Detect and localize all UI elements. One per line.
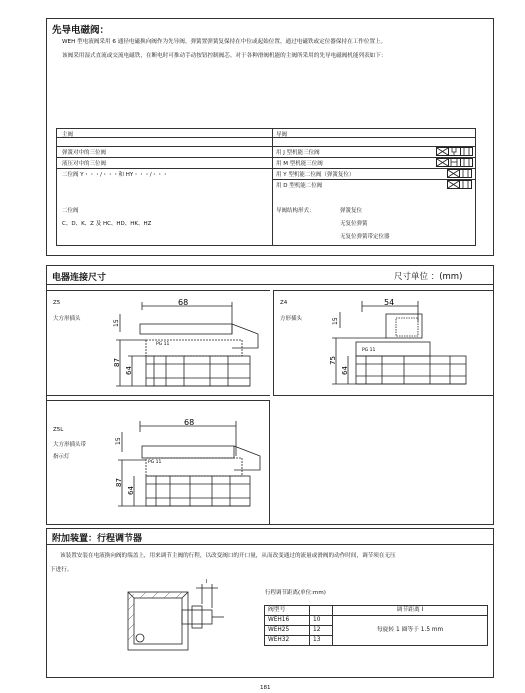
pilot-para-1: WEH 型电液阀采用 6 通径电磁换向阀作为先导阀。弹簧置弹簧复保持在中位或起始位置，通过电磁铁或定位器保持在工作位置上。 [62, 39, 387, 45]
z4-drawing [326, 298, 476, 390]
pilot-para-2: 该阀采用湿式直流或交流电磁铁，在断电时可推动手动按钮控制阀芯。对于各种滑阀机能的主阀所采用的先导电磁阀机能列表如下： [62, 53, 387, 59]
row-pilot: 用 Y 型机能二位阀（弹簧复位） [276, 172, 355, 178]
table-line [56, 168, 476, 169]
table-header-pilot: 导阀 [276, 132, 288, 138]
row-main: 弹簧对中的三位阀 [62, 150, 107, 156]
adjust-model: WEH32 [265, 636, 310, 646]
structure-label: 导阀结构形式： [276, 208, 315, 214]
table-line [272, 179, 476, 180]
page-number: 181 [260, 685, 271, 691]
valve-symbol-d [447, 180, 473, 189]
row-pilot: 用 M 型机能三位阀 [276, 161, 323, 167]
row-pilot: 用 J 型机能三位阀 [276, 150, 320, 156]
dim-label-i: I [206, 579, 208, 585]
svg-text:64: 64 [341, 366, 349, 375]
panel-desc: 大方形插头带 [53, 442, 87, 448]
svg-text:87: 87 [115, 478, 123, 487]
accessory-title: 附加装置：行程调节器 [52, 534, 143, 544]
adjust-table-caption: 行程调节距离(单位:mm) [265, 590, 326, 596]
structure-item: 无复位弹簧带定位器 [340, 234, 390, 240]
accessory-section [46, 528, 494, 678]
table-header-main: 主阀 [62, 132, 74, 138]
accessory-header-line [46, 544, 494, 545]
structure-item: 无复位弹簧 [340, 221, 368, 227]
row-main: 液压对中的三位阀 [62, 161, 107, 167]
svg-text:PG 11: PG 11 [362, 348, 376, 353]
valve-symbol-y [447, 169, 473, 178]
electrical-unit: 尺寸单位 ：(mm) [394, 272, 463, 282]
row-main: 二位阀 Y・・・/・・・和 HY・・・/・・・ [62, 172, 169, 178]
adjust-table [264, 605, 488, 646]
adjust-header-model: 阀型号 [265, 606, 310, 616]
adjust-value: 10 [310, 616, 333, 626]
adjust-header-blank [310, 606, 333, 616]
adjust-note: 每旋转 1 圈等于 1.5 mm [333, 616, 488, 646]
svg-text:75: 75 [329, 356, 337, 365]
dim-width: 68 [178, 298, 189, 307]
svg-text:15: 15 [115, 437, 122, 445]
table-line [56, 157, 476, 158]
svg-text:68: 68 [184, 418, 195, 427]
panel-code: Z4 [280, 300, 288, 306]
electrical-header-line [46, 284, 494, 285]
valve-symbol-j [436, 147, 474, 156]
stroke-adjuster-drawing [120, 580, 230, 660]
svg-text:87: 87 [113, 358, 121, 367]
structure-item: 弹簧复位 [340, 208, 363, 214]
adjust-model: WEH16 [265, 616, 310, 626]
row-main-last-1: 二位阀 [62, 208, 79, 214]
valve-symbol-m [436, 158, 474, 167]
z5l-drawing [112, 416, 262, 516]
svg-text:PG 11: PG 11 [156, 342, 170, 347]
z5-drawing [110, 300, 260, 392]
svg-text:64: 64 [127, 486, 135, 495]
accessory-para-2: 下进行。 [50, 567, 73, 573]
panel-desc: 大方形插头 [53, 316, 81, 322]
svg-text:15: 15 [332, 317, 339, 325]
svg-text:15: 15 [113, 319, 120, 327]
pilot-title: 先导电磁阀： [52, 25, 110, 36]
electrical-title: 电器连接尺寸 [52, 273, 107, 283]
svg-text:54: 54 [384, 298, 395, 307]
panel-code: Z5L [53, 427, 64, 433]
adjust-value: 13 [310, 636, 333, 646]
row-main-last-2: C、D、K、Z 及 HC、HD、HK、HZ [62, 221, 152, 227]
panel-desc: 指示灯 [53, 454, 70, 460]
table-line [56, 137, 476, 138]
adjust-value: 12 [310, 626, 333, 636]
svg-text:64: 64 [125, 366, 133, 375]
adjust-model: WEH25 [265, 626, 310, 636]
panel-desc: 方形插头 [280, 316, 303, 322]
row-pilot: 用 D 型机能二位阀 [276, 183, 323, 189]
accessory-para-1: 该装置安装在电液换向阀的端盖上，用来调节主阀的行程，以改变阀口的开口量，从而改变通过的流量或滑阀的动作时间，调节须在无压 [60, 553, 396, 559]
panel-code: Z5 [53, 300, 61, 306]
adjust-header-distance: 调节距离 I [333, 606, 488, 616]
svg-text:PG 11: PG 11 [148, 460, 162, 465]
table-line [56, 146, 476, 147]
